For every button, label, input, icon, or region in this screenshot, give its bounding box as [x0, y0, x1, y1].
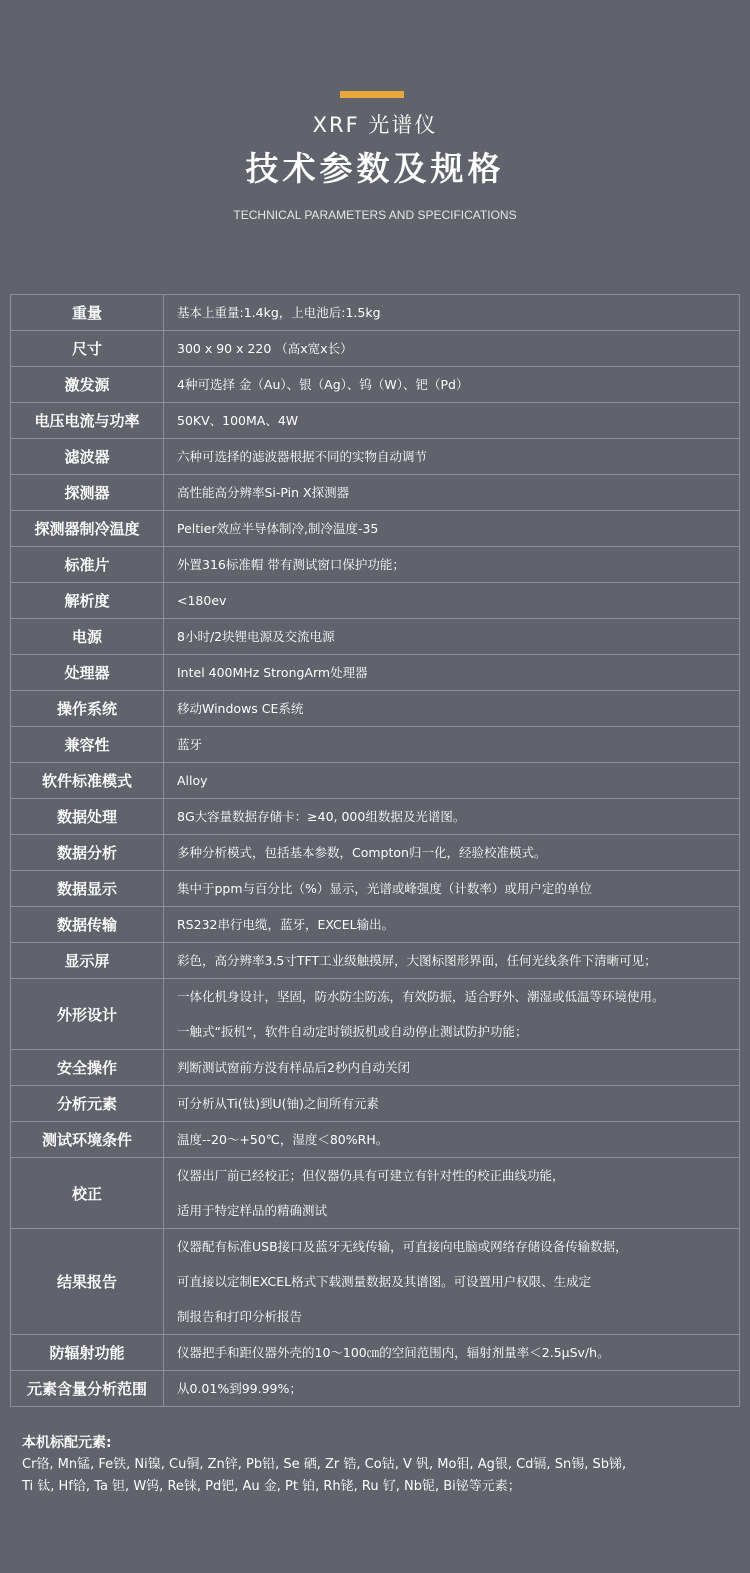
- spec-value-line: <180ev: [177, 593, 227, 608]
- spec-row: [11, 403, 740, 439]
- spec-value-line: 可分析从Ti(钛)到U(铀)之间所有元素: [177, 1096, 379, 1111]
- spec-value-line: 移动Windows CE系统: [177, 701, 304, 716]
- spec-row: [11, 1086, 740, 1122]
- spec-label: 测试环境条件: [11, 1122, 164, 1158]
- spec-value-line: 4种可选择 金（Au）、银（Ag）、钨（W）、钯（Pd）: [177, 377, 469, 392]
- spec-value-line: Intel 400MHz StrongArm处理器: [177, 665, 368, 680]
- spec-label: 解析度: [11, 583, 164, 619]
- spec-row: [11, 367, 740, 403]
- spec-row: [11, 331, 740, 367]
- spec-value: [164, 907, 740, 943]
- spec-value: [164, 1050, 740, 1086]
- spec-row: [11, 1229, 740, 1335]
- spec-row: [11, 799, 740, 835]
- spec-table: [10, 294, 740, 1407]
- spec-value: [164, 1122, 740, 1158]
- spec-value: [164, 1158, 740, 1229]
- spec-value-line: 基本上重量:1.4kg，上电池后:1.5kg: [177, 305, 381, 320]
- spec-value: [164, 547, 740, 583]
- spec-value-line: 一触式“扳机”，软件自动定时锁扳机或自动停止测试防护功能；: [177, 1024, 528, 1039]
- standard-elements-line: Cr铬, Mn锰, Fe铁, Ni镍, Cu铜, Zn锌, Pb铅, Se 硒, Zr 锆, Co钴, V 钒, Mo钼, Ag银, Cd镉, Sn锡, Sb锑,: [22, 1457, 627, 1472]
- spec-value: [164, 1371, 740, 1407]
- spec-value-line: 适用于特定样品的精确测试: [177, 1203, 328, 1218]
- spec-row: [11, 763, 740, 799]
- spec-value: [164, 655, 740, 691]
- spec-label: 探测器制冷温度: [11, 511, 164, 547]
- spec-value-line: 可直接以定制EXCEL格式下载测量数据及其谱图。可设置用户权限、生成定: [177, 1274, 592, 1289]
- spec-row: [11, 727, 740, 763]
- spec-value: [164, 295, 740, 331]
- spec-value-line: 制报告和打印分析报告: [177, 1309, 303, 1324]
- spec-value-line: 仪器出厂前已经校正；但仪器仍具有可建立有针对性的校正曲线功能，: [177, 1168, 565, 1183]
- spec-value: [164, 439, 740, 475]
- spec-value-line: Peltier效应半导体制冷,制冷温度-35: [177, 521, 379, 536]
- spec-value-line: 外置316标准帽 带有测试窗口保护功能；: [177, 557, 405, 572]
- spec-label: 重量: [11, 295, 164, 331]
- spec-label: 尺寸: [11, 331, 164, 367]
- spec-value: [164, 691, 740, 727]
- spec-row: [11, 295, 740, 331]
- accent-bar: [340, 91, 404, 98]
- spec-value: [164, 1335, 740, 1371]
- spec-row: [11, 871, 740, 907]
- spec-label: 数据显示: [11, 871, 164, 907]
- spec-value: [164, 583, 740, 619]
- spec-value: [164, 835, 740, 871]
- spec-label: 标准片: [11, 547, 164, 583]
- spec-row: [11, 907, 740, 943]
- spec-label: 兼容性: [11, 727, 164, 763]
- spec-row: [11, 1050, 740, 1086]
- spec-value: [164, 763, 740, 799]
- spec-label: 数据处理: [11, 799, 164, 835]
- spec-value-line: 高性能高分辨率Si-Pin X探测器: [177, 485, 350, 500]
- spec-value-line: 50KV、100MA、4W: [177, 413, 299, 428]
- spec-value: [164, 511, 740, 547]
- spec-row: [11, 1158, 740, 1229]
- page-subtitle: XRF 光谱仪: [312, 113, 438, 137]
- standard-elements: [22, 1432, 737, 1498]
- spec-value-line: 300 x 90 x 220 （高x宽x长）: [177, 341, 353, 356]
- spec-label: 显示屏: [11, 943, 164, 979]
- spec-label: 防辐射功能: [11, 1335, 164, 1371]
- spec-row: [11, 943, 740, 979]
- spec-value-line: 从0.01%到99.99%；: [177, 1381, 302, 1396]
- spec-row: [11, 511, 740, 547]
- spec-label: 校正: [11, 1158, 164, 1229]
- spec-value-line: 彩色，高分辨率3.5寸TFT工业级触摸屏，大图标图形界面，任何光线条件下清晰可见；: [177, 953, 657, 968]
- spec-row: [11, 979, 740, 1050]
- spec-value-line: 判断测试窗前方没有样品后2秒内自动关闭: [177, 1060, 410, 1075]
- spec-label: 结果报告: [11, 1229, 164, 1335]
- spec-value-line: 仪器配有标准USB接口及蓝牙无线传输，可直接向电脑或网络存储设备传输数据，: [177, 1239, 628, 1254]
- spec-value-line: 蓝牙: [177, 737, 203, 752]
- spec-row: [11, 1122, 740, 1158]
- page-title-english: TECHNICAL PARAMETERS AND SPECIFICATIONS: [233, 208, 517, 222]
- spec-value: [164, 1229, 740, 1335]
- spec-label: 数据分析: [11, 835, 164, 871]
- spec-value: [164, 943, 740, 979]
- spec-value: [164, 727, 740, 763]
- spec-row: [11, 547, 740, 583]
- standard-elements-line: Ti 钛, Hf铪, Ta 钽, W钨, Re铼, Pd钯, Au 金, Pt 铂, Rh铑, Ru 钌, Nb铌, Bi铋等元素；: [22, 1479, 521, 1494]
- spec-value: [164, 403, 740, 439]
- spec-value: [164, 475, 740, 511]
- spec-label: 元素含量分析范围: [11, 1371, 164, 1407]
- spec-label: 外形设计: [11, 979, 164, 1050]
- spec-value-line: Alloy: [177, 773, 208, 788]
- spec-row: [11, 1335, 740, 1371]
- spec-value: [164, 619, 740, 655]
- spec-row: [11, 691, 740, 727]
- spec-label: 电压电流与功率: [11, 403, 164, 439]
- spec-label: 处理器: [11, 655, 164, 691]
- spec-label: 操作系统: [11, 691, 164, 727]
- spec-label: 软件标准模式: [11, 763, 164, 799]
- spec-value-line: RS232串行电缆，蓝牙，EXCEL输出。: [177, 917, 395, 932]
- spec-row: [11, 439, 740, 475]
- spec-value-line: 集中于ppm与百分比（%）显示，光谱或峰强度（计数率）或用户定的单位: [177, 881, 592, 896]
- spec-label: 激发源: [11, 367, 164, 403]
- standard-elements-title: 本机标配元素:: [22, 1435, 112, 1451]
- spec-row: [11, 655, 740, 691]
- spec-value: [164, 799, 740, 835]
- spec-value-line: 8小时/2块锂电源及交流电源: [177, 629, 335, 644]
- spec-value-line: 一体化机身设计，坚固，防水防尘防冻，有效防振，适合野外、潮湿或低温等环境使用。: [177, 989, 665, 1004]
- spec-value: [164, 979, 740, 1050]
- spec-value: [164, 367, 740, 403]
- spec-label: 滤波器: [11, 439, 164, 475]
- spec-label: 数据传输: [11, 907, 164, 943]
- spec-label: 安全操作: [11, 1050, 164, 1086]
- page-title: 技术参数及规格: [245, 149, 505, 188]
- spec-value-line: 温度--20～+50℃，湿度＜80%RH。: [177, 1132, 389, 1147]
- spec-value-line: 仪器把手和距仪器外壳的10～100㎝的空间范围内，辐射剂量率＜2.5μSv/h。: [177, 1345, 610, 1360]
- spec-row: [11, 619, 740, 655]
- spec-value: [164, 331, 740, 367]
- spec-row: [11, 1371, 740, 1407]
- spec-row: [11, 475, 740, 511]
- spec-row: [11, 835, 740, 871]
- spec-table-body: [11, 295, 740, 1407]
- spec-value: [164, 871, 740, 907]
- spec-value: [164, 1086, 740, 1122]
- spec-value-line: 8G大容量数据存储卡：≥40, 000组数据及光谱图。: [177, 809, 466, 824]
- spec-label: 探测器: [11, 475, 164, 511]
- spec-label: 电源: [11, 619, 164, 655]
- spec-value-line: 六种可选择的滤波器根据不同的实物自动调节: [177, 449, 428, 464]
- spec-label: 分析元素: [11, 1086, 164, 1122]
- spec-row: [11, 583, 740, 619]
- spec-value-line: 多种分析模式，包括基本参数，Compton归一化，经验校准模式。: [177, 845, 547, 860]
